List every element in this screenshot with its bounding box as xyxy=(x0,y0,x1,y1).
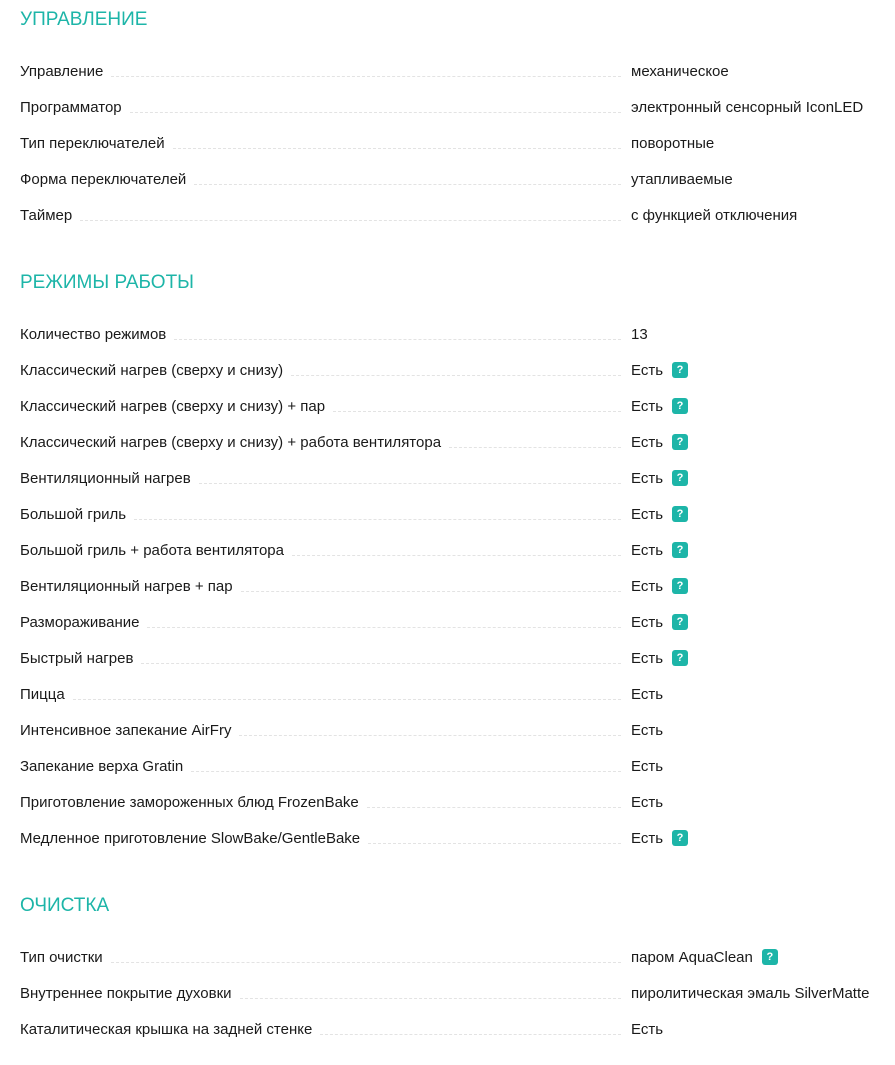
spec-value: механическое xyxy=(631,62,729,80)
help-icon[interactable]: ? xyxy=(672,434,688,450)
spec-label: Запекание верха Gratin xyxy=(20,757,184,775)
spec-label-area xyxy=(20,794,631,811)
dotted-leader xyxy=(367,807,621,808)
dotted-leader xyxy=(194,184,621,185)
dotted-leader xyxy=(368,843,621,844)
dotted-leader xyxy=(241,591,621,592)
dotted-leader xyxy=(130,112,621,113)
spec-label: Большой гриль + работа вентилятора xyxy=(20,541,284,559)
spec-value: Есть xyxy=(631,685,664,703)
spec-row xyxy=(20,820,895,856)
spec-label: Тип переключателей xyxy=(20,134,165,152)
spec-row xyxy=(20,975,895,1011)
spec-value-area xyxy=(631,326,648,343)
spec-label: Пицца xyxy=(20,685,65,703)
spec-label-area xyxy=(20,578,631,595)
spec-value: с функцией отключения xyxy=(631,206,798,224)
spec-row xyxy=(20,640,895,676)
spec-value-area xyxy=(631,362,688,379)
dotted-leader xyxy=(134,519,621,520)
spec-label: Медленное приготовление SlowBake/GentleBake xyxy=(20,829,361,847)
spec-row xyxy=(20,161,895,197)
spec-row xyxy=(20,424,895,460)
help-icon[interactable]: ? xyxy=(672,542,688,558)
spec-section xyxy=(20,8,895,233)
spec-row xyxy=(20,748,895,784)
dotted-leader xyxy=(174,339,621,340)
spec-value: утапливаемые xyxy=(631,170,733,188)
spec-label-area xyxy=(20,99,631,116)
spec-value-area xyxy=(631,171,733,188)
spec-row xyxy=(20,1011,895,1047)
spec-value: Есть xyxy=(631,649,664,667)
dotted-leader xyxy=(111,962,621,963)
spec-value-area xyxy=(631,949,778,966)
spec-label-area xyxy=(20,135,631,152)
spec-value-area xyxy=(631,1021,663,1038)
dotted-leader xyxy=(173,148,621,149)
spec-value: Есть xyxy=(631,577,664,595)
section-title: РЕЖИМЫ РАБОТЫ xyxy=(20,272,195,293)
dotted-leader xyxy=(239,735,621,736)
spec-row xyxy=(20,784,895,820)
spec-label: Классический нагрев (сверху и снизу) + пар xyxy=(20,397,326,415)
spec-row xyxy=(20,460,895,496)
spec-label-area xyxy=(20,985,631,1002)
spec-row xyxy=(20,352,895,388)
spec-label: Управление xyxy=(20,62,104,80)
spec-value: Есть xyxy=(631,613,664,631)
spec-value-area xyxy=(631,794,663,811)
section-title: УПРАВЛЕНИЕ xyxy=(20,9,148,30)
help-icon[interactable]: ? xyxy=(762,949,778,965)
spec-label: Классический нагрев (сверху и снизу) + работа вентилятора xyxy=(20,433,442,451)
dotted-leader xyxy=(320,1034,621,1035)
spec-value-area xyxy=(631,650,688,667)
spec-label: Внутреннее покрытие духовки xyxy=(20,984,232,1002)
spec-value-area xyxy=(631,614,688,631)
help-icon[interactable]: ? xyxy=(672,506,688,522)
spec-label: Размораживание xyxy=(20,613,140,631)
spec-label-area xyxy=(20,63,631,80)
help-icon[interactable]: ? xyxy=(672,578,688,594)
spec-label: Тип очистки xyxy=(20,948,103,966)
spec-value: Есть xyxy=(631,433,664,451)
help-icon[interactable]: ? xyxy=(672,362,688,378)
spec-label: Интенсивное запекание AirFry xyxy=(20,721,232,739)
spec-value: Есть xyxy=(631,469,664,487)
spec-value-area xyxy=(631,434,688,451)
spec-value: 13 xyxy=(631,325,648,343)
spec-value-area xyxy=(631,398,688,415)
spec-row xyxy=(20,939,895,975)
spec-row xyxy=(20,89,895,125)
dotted-leader xyxy=(292,555,621,556)
dotted-leader xyxy=(449,447,621,448)
spec-value: Есть xyxy=(631,541,664,559)
dotted-leader xyxy=(333,411,621,412)
spec-value: Есть xyxy=(631,793,664,811)
help-icon[interactable]: ? xyxy=(672,650,688,666)
spec-value: пиролитическая эмаль SilverMatte xyxy=(631,984,870,1002)
help-icon[interactable]: ? xyxy=(672,830,688,846)
spec-row xyxy=(20,125,895,161)
spec-section xyxy=(20,271,895,856)
spec-label: Каталитическая крышка на задней стенке xyxy=(20,1020,313,1038)
spec-value-area xyxy=(631,830,688,847)
spec-value-area xyxy=(631,722,663,739)
spec-row xyxy=(20,568,895,604)
spec-value: Есть xyxy=(631,1020,664,1038)
dotted-leader xyxy=(147,627,621,628)
spec-label: Классический нагрев (сверху и снизу) xyxy=(20,361,284,379)
spec-row xyxy=(20,604,895,640)
spec-row xyxy=(20,532,895,568)
spec-label-area xyxy=(20,207,631,224)
spec-label-area xyxy=(20,542,631,559)
spec-label: Вентиляционный нагрев xyxy=(20,469,191,487)
spec-label: Большой гриль xyxy=(20,505,127,523)
spec-value: Есть xyxy=(631,397,664,415)
spec-value-area xyxy=(631,135,714,152)
spec-value-area xyxy=(631,470,688,487)
section-title: ОЧИСТКА xyxy=(20,895,110,916)
spec-value: Есть xyxy=(631,757,664,775)
spec-value: Есть xyxy=(631,721,664,739)
spec-label-area xyxy=(20,434,631,451)
spec-row xyxy=(20,496,895,532)
spec-value-area xyxy=(631,99,863,116)
help-icon[interactable]: ? xyxy=(672,470,688,486)
dotted-leader xyxy=(80,220,621,221)
spec-label-area xyxy=(20,949,631,966)
spec-label: Быстрый нагрев xyxy=(20,649,134,667)
spec-label: Форма переключателей xyxy=(20,170,187,188)
spec-label-area xyxy=(20,614,631,631)
spec-row xyxy=(20,197,895,233)
spec-value: поворотные xyxy=(631,134,715,152)
spec-value: Есть xyxy=(631,505,664,523)
spec-label: Приготовление замороженных блюд FrozenBake xyxy=(20,793,359,811)
spec-section xyxy=(20,894,895,1047)
spec-value: электронный сенсорный IconLED xyxy=(631,98,864,116)
spec-label-area xyxy=(20,506,631,523)
dotted-leader xyxy=(240,998,621,999)
spec-value-area xyxy=(631,985,869,1002)
spec-label-area xyxy=(20,686,631,703)
dotted-leader xyxy=(199,483,621,484)
spec-label: Таймер xyxy=(20,206,73,224)
spec-value-area xyxy=(631,542,688,559)
spec-label-area xyxy=(20,722,631,739)
spec-label-area xyxy=(20,1021,631,1038)
dotted-leader xyxy=(291,375,621,376)
spec-label-area xyxy=(20,326,631,343)
spec-label-area xyxy=(20,171,631,188)
spec-label-area xyxy=(20,758,631,775)
spec-label: Программатор xyxy=(20,98,122,116)
spec-value: Есть xyxy=(631,829,664,847)
spec-value: Есть xyxy=(631,361,664,379)
spec-value: паром AquaClean xyxy=(631,948,753,966)
dotted-leader xyxy=(191,771,621,772)
spec-value-area xyxy=(631,207,797,224)
help-icon[interactable]: ? xyxy=(672,614,688,630)
spec-label: Количество режимов xyxy=(20,325,167,343)
spec-row xyxy=(20,676,895,712)
spec-label-area xyxy=(20,830,631,847)
spec-value-area xyxy=(631,506,688,523)
dotted-leader xyxy=(111,76,621,77)
spec-label-area xyxy=(20,362,631,379)
spec-label: Вентиляционный нагрев + пар xyxy=(20,577,233,595)
spec-value-area xyxy=(631,686,663,703)
dotted-leader xyxy=(73,699,621,700)
spec-value-area xyxy=(631,578,688,595)
spec-row xyxy=(20,712,895,748)
spec-row xyxy=(20,53,895,89)
spec-value-area xyxy=(631,63,729,80)
help-icon[interactable]: ? xyxy=(672,398,688,414)
spec-label-area xyxy=(20,398,631,415)
spec-value-area xyxy=(631,758,663,775)
spec-row xyxy=(20,388,895,424)
spec-label-area xyxy=(20,650,631,667)
spec-label-area xyxy=(20,470,631,487)
spec-row xyxy=(20,316,895,352)
dotted-leader xyxy=(141,663,621,664)
